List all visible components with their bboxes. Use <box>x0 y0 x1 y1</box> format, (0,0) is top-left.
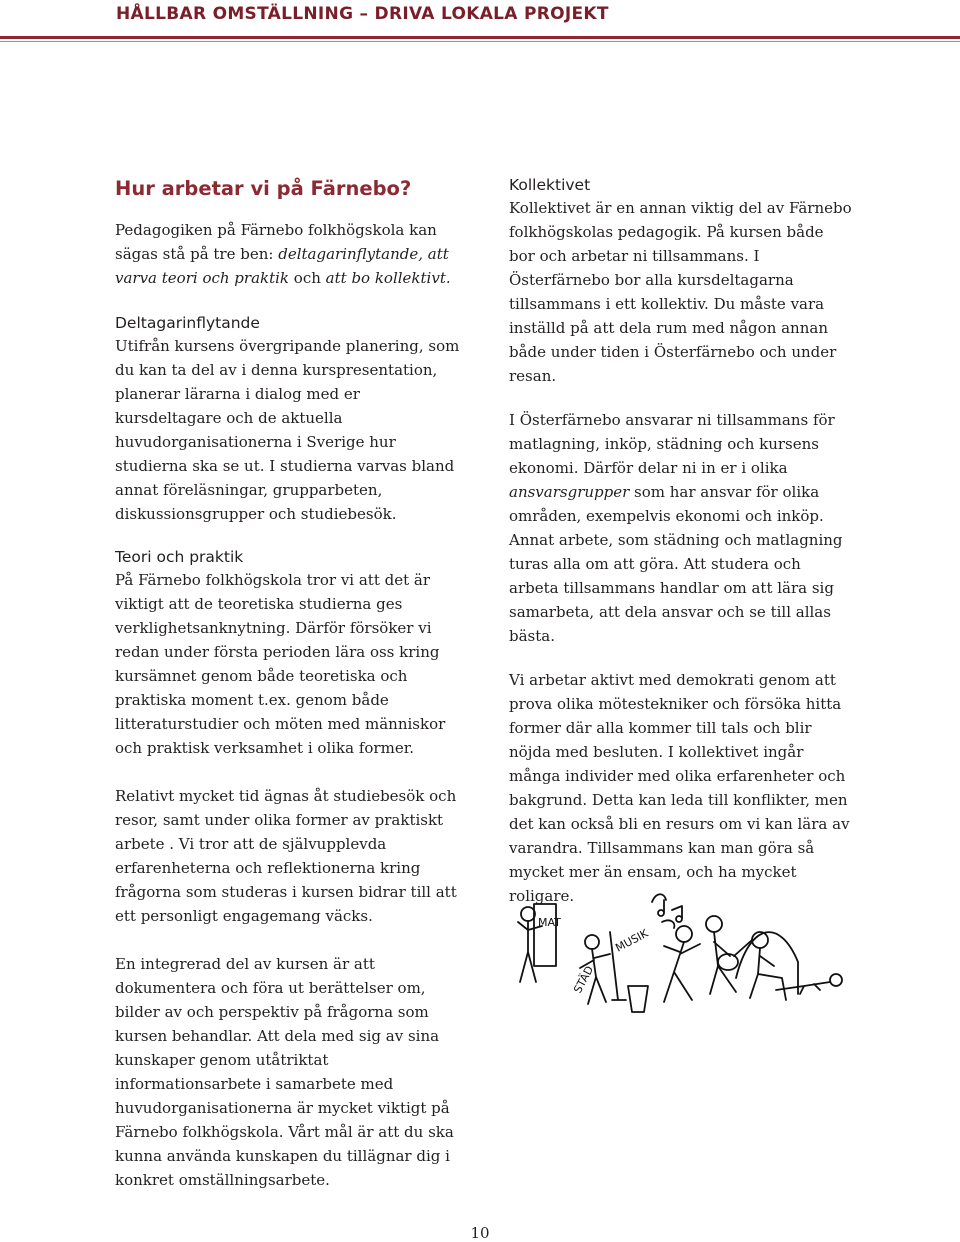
figure-dancer <box>662 920 700 1002</box>
section-text-teori-3: En integrerad del av kursen är att dokumentera och föra ut berättelser om, bilder av och perspektiv på frågorna som kursen behandlar. Att dela med sig av sina kunskaper genom utåtriktat informationsarbete i samarbete med huvudorganisationerna är mycket viktigt på Färnebo folkhögskola. Vårt mål är att du ska kunna använda kunskapen du tillägnar dig i konkret omställningsarbete. <box>115 955 454 1189</box>
intro-text-d: att bo kollektivt. <box>325 269 451 287</box>
page-number: 10 <box>470 1224 490 1242</box>
header-rule-thin <box>0 41 960 42</box>
section-text-kollektivet-2 <box>509 408 854 648</box>
left-column <box>115 176 460 1192</box>
intro-text-a: Pedagogiken på Färnebo folkhögskola kan sägas stå på tre ben: <box>115 221 437 263</box>
section-heading-teori-och-praktik: Teori och praktik <box>115 548 244 566</box>
kollektivet-2-c: som har ansvar för olika områden, exempelvis ekonomi och inköp. Annat arbete, som städning och matlagning turas alla om att göra. Att studera och arbeta tillsammans handlar om att lära sig samarbeta, att dela ansvar och se till allas bästa. <box>509 483 843 645</box>
sign-stad-label: STÄD <box>571 963 597 996</box>
section-heading-kollektivet: Kollektivet <box>509 176 591 194</box>
intro-paragraph <box>115 218 460 290</box>
section-text-teori-1: På Färnebo folkhögskola tror vi att det är viktigt att de teoretiska studierna ges verklighetsanknytning. Därför försöker vi redan under första perioden lära oss kring kursämnet genom både teoretiska och praktiska moment t.ex. genom både litteraturstudier och möten med människor och praktisk verksamhet i olika former. <box>115 571 446 757</box>
section-text-kollektivet-1: Kollektivet är en annan viktig del av Färnebo folkhögskolas pedagogik. På kursen både bor och arbetar ni tillsammans. I Österfärnebo bor alla kursdeltagarna tillsammans i ett kollektiv. Du måste vara inställd på att dela rum med någon annan både under tiden i Österfärnebo och under resan. <box>509 199 852 385</box>
sign-mat-label: MAT <box>538 916 561 929</box>
figure-guitarist <box>706 916 752 994</box>
kollektivet-2-a: I Österfärnebo ansvarar ni tillsammans för matlagning, inköp, städning och kursens ekonomi. Därför delar ni in er i olika <box>509 411 835 477</box>
figure-reclining <box>776 974 842 994</box>
section-text-teori-2: Relativt mycket tid ägnas åt studiebesök och resor, samt under olika former av praktiskt arbete . Vi tror att de självupplevda erfarenheterna och reflektionerna kring frågorna som studeras i kursen bidrar till att ett personligt engagemang väcks. <box>115 787 457 925</box>
header-rule <box>0 36 960 39</box>
intro-text-b: deltagarinflytande, att varva teori och praktik <box>115 245 449 287</box>
section-text-kollektivet-3: Vi arbetar aktivt med demokrati genom att prova olika mötestekniker och försöka hitta former där alla kommer till tals och blir nöjda med besluten. I kollektivet ingår många individer med olika erfarenheter och bakgrund. Detta kan leda till konflikter, men det kan också bli en resurs om vi kan lära av varandra. Tillsammans kan man göra så mycket mer än ensam, och ha mycket roligare. <box>509 671 850 905</box>
collective-sketch-illustration <box>514 882 844 1022</box>
right-column <box>509 174 854 908</box>
section-heading-deltagarinflytande: Deltagarinflytande <box>115 314 260 332</box>
running-header: HÅLLBAR OMSTÄLLNING – DRIVA LOKALA PROJEKT <box>116 4 609 24</box>
figure-seated <box>736 932 798 1000</box>
sign-musik-label: MUSIK <box>613 926 651 955</box>
kollektivet-2-b: ansvarsgrupper <box>509 483 630 501</box>
intro-text-c: och <box>289 269 326 287</box>
page-title: Hur arbetar vi på Färnebo? <box>115 177 412 200</box>
section-text-deltagarinflytande: Utifrån kursens övergripande planering, som du kan ta del av i denna kurspresentation, planerar lärarna i dialog med er kursdeltagare och de aktuella huvudorganisationerna i Sverige hur studierna ska se ut. I studierna varvas bland annat föreläsningar, grupparbeten, diskussionsgrupper och studiebesök. <box>115 337 460 523</box>
music-notes <box>628 894 682 1012</box>
